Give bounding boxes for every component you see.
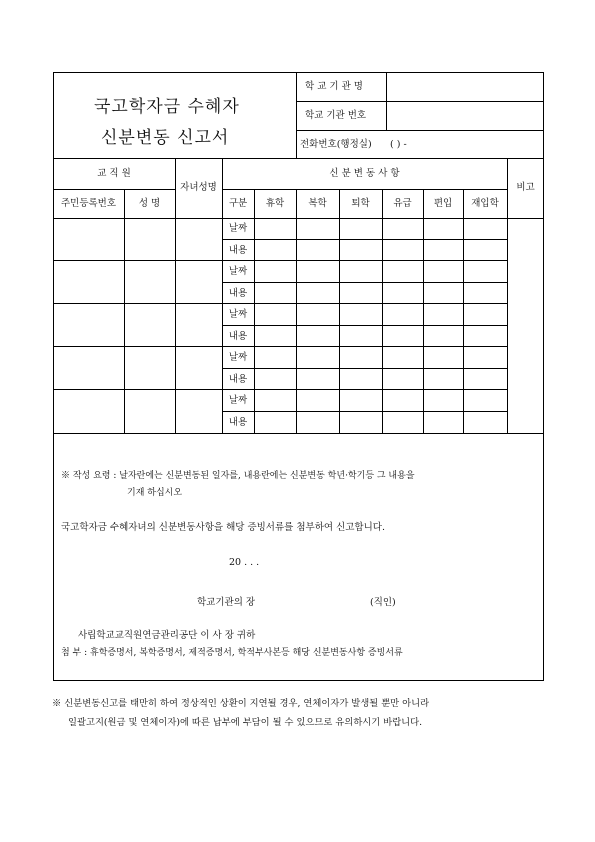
divider: [222, 325, 507, 326]
col-transfer: 편입: [433, 198, 453, 209]
school-number-label: 학교 기관 번호: [305, 110, 367, 121]
divider: [296, 189, 297, 433]
row-label-content: 내용: [228, 245, 248, 256]
row-label-date: 날짜: [228, 309, 248, 320]
row-label-date: 날짜: [228, 223, 248, 234]
staff-header: 교 직 원: [97, 168, 131, 179]
divider: [254, 189, 255, 433]
writing-guide: ※ 작성 요령 : 날자란에는 신분변동된 일자를, 내용란에는 신분변동 학년·학기등 그 내용을: [61, 471, 415, 481]
school-name-label: 학 교 기 관 명: [305, 81, 363, 92]
divider: [296, 101, 544, 102]
status-change-header: 신 분 변 동 사 항: [329, 168, 400, 179]
divider: [222, 282, 507, 283]
divider: [423, 189, 424, 433]
divider: [296, 72, 297, 158]
recipient: 사립학교교직원연금관리공단 이 사 장 귀하: [78, 630, 256, 641]
attachments: 첨 부 : 휴학증명서, 복학증명서, 제적증명서, 학적부사본등 해당 신분변동사항 증빙서류: [61, 648, 403, 658]
col-return: 복학: [308, 198, 327, 209]
child-name-header: 자녀성명: [180, 182, 217, 193]
row-label-content: 내용: [228, 374, 248, 385]
col-repeat: 유급: [393, 198, 412, 209]
divider: [507, 158, 508, 433]
row-label-content: 내용: [228, 331, 248, 342]
row-label-content: 내용: [228, 288, 248, 299]
col-name: 성 명: [138, 198, 161, 209]
divider: [175, 158, 176, 433]
footer-warning-continued: 일괄고지(원금 및 연체이자)에 따른 납부에 부담이 될 수 있으므로 유의하시기 바랍니다.: [68, 717, 423, 728]
col-leave: 휴학: [265, 198, 285, 209]
divider: [382, 189, 383, 433]
phone-label: 전화번호(행정실): [300, 139, 372, 150]
divider: [124, 189, 125, 433]
divider: [53, 158, 544, 159]
col-withdraw: 퇴학: [351, 198, 370, 209]
divider: [53, 189, 175, 190]
remark-header: 비고: [516, 182, 535, 193]
form-title-line1: 국고학자금 수혜자: [94, 97, 240, 117]
row-label-date: 날짜: [228, 395, 248, 406]
divider: [222, 411, 507, 412]
divider: [53, 303, 507, 304]
divider: [53, 433, 544, 434]
col-type: 구분: [228, 198, 248, 209]
form-frame: [53, 72, 544, 681]
footer-warning: ※ 신분변동신고를 태만히 하여 정상적인 상환이 지연될 경우, 연체이자가 발생될 뿐만 아니라: [52, 698, 430, 709]
divider: [339, 189, 340, 433]
official-seal-label: (직인): [370, 597, 396, 608]
report-date: 20 . . .: [229, 557, 260, 568]
school-head-label: 학교기관의 장: [197, 597, 256, 608]
divider: [53, 389, 507, 390]
row-label-date: 날짜: [228, 352, 248, 363]
divider: [53, 218, 544, 219]
divider: [53, 260, 507, 261]
divider: [296, 130, 544, 131]
divider: [222, 239, 507, 240]
row-label-date: 날짜: [228, 266, 248, 277]
row-label-content: 내용: [228, 417, 248, 428]
phone-value: ( ) -: [390, 139, 407, 150]
divider: [463, 189, 464, 433]
divider: [222, 368, 507, 369]
writing-guide-continued: 기재 하십시오: [127, 488, 183, 498]
divider: [222, 189, 507, 190]
col-readmit: 재입학: [471, 198, 499, 209]
divider: [53, 346, 507, 347]
form-title-line2: 신분변동 신고서: [101, 128, 230, 148]
declaration-text: 국고학자금 수혜자녀의 신분변동사항을 해당 증빙서류를 첨부하여 신고합니다.: [61, 522, 385, 533]
col-resident-number: 주민등록번호: [60, 198, 117, 209]
